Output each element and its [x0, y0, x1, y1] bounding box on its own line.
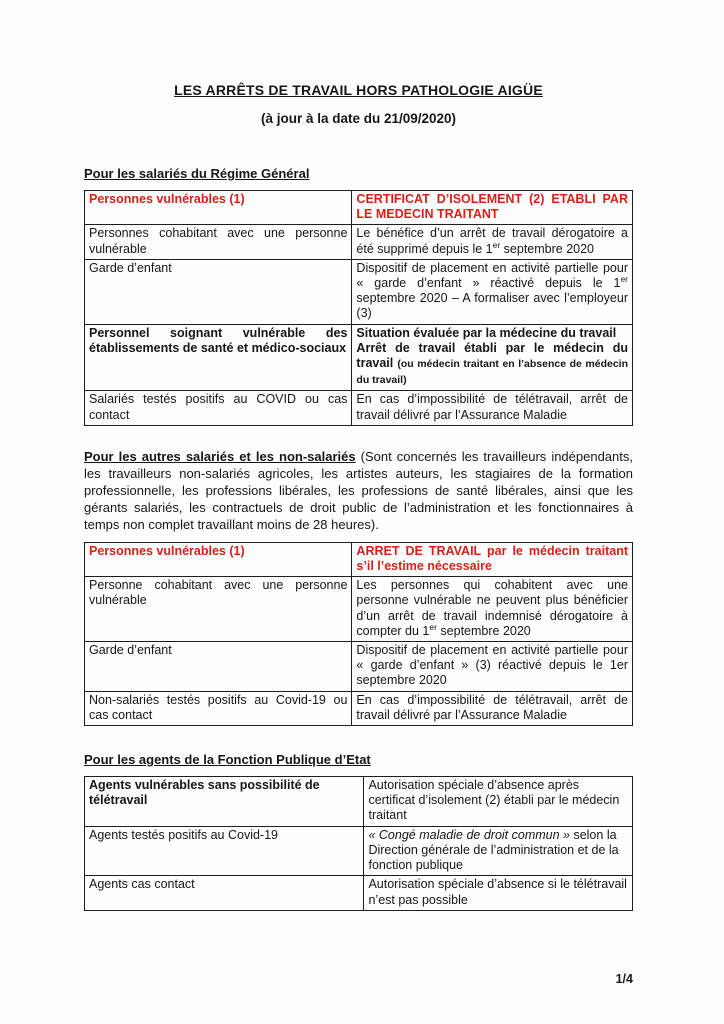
section-heading-regime-general: Pour les salariés du Régime Général: [84, 166, 310, 181]
row-value-cell: [364, 826, 633, 876]
ordinal-superscript: er: [429, 621, 437, 632]
header-cell-personnes-vulnerables: Personnes vulnérables (1): [85, 542, 352, 576]
cell-text: Le bénéfice d’un arrêt de travail dérogatoire a été supprimé depuis le 1: [356, 226, 628, 256]
table-header-row: [85, 542, 633, 576]
row-label-cell: Personnel soignant vulnérable des établissements de santé et médico-sociaux: [85, 324, 352, 391]
row-value-cell: Dispositif de placement en activité partielle pour « garde d’enfant » (3) réactivé depuis le 1er septembre 2020: [352, 642, 633, 692]
table-row: [85, 826, 633, 876]
table-row: [85, 391, 633, 425]
row-label-cell: Garde d’enfant: [85, 642, 352, 692]
row-value-cell: [352, 577, 633, 642]
table-header-row: [85, 191, 633, 225]
section-heading-autres-salaries: Pour les autres salariés et les non-salariés: [84, 448, 356, 464]
table-autres-salaries: [84, 542, 633, 726]
table-row: [85, 259, 633, 324]
header-cell-arret-travail: ARRET DE TRAVAIL par le médecin traitant s’il l’estime nécessaire: [352, 542, 633, 576]
cell-text: Les personnes qui cohabitent avec une personne vulnérable ne peuvent plus bénéficier d’un arrêt de travail indemnisé dérogatoire à compter du 1: [356, 578, 628, 638]
row-label-cell: Agents testés positifs au Covid-19: [85, 826, 364, 876]
cell-text: septembre 2020: [436, 623, 531, 638]
table-row: [85, 691, 633, 725]
row-label-cell: Agents cas contact: [85, 876, 364, 910]
table-row: [85, 777, 633, 827]
section-intro-text: (Sont concernés les travailleurs indépendants, les travailleurs non-salariés agricoles, les artistes auteurs, les stagiaires de la formation professionnelle, les professions libérales, les professions de santé libérales, ainsi que les gérants salariés, les contractuels de droit public de l’administration et les fonctionnaires à temps non complet travaillant moins de 28 heures).: [84, 448, 633, 532]
table-row: [85, 642, 633, 692]
cell-text-quote: « Congé maladie de droit commun »: [368, 827, 570, 842]
cell-text: selon la Direction générale de l’administration et de la fonction publique: [368, 827, 619, 873]
row-value-cell: [352, 225, 633, 259]
table-row: [85, 577, 633, 642]
row-label-cell: Salariés testés positifs au COVID ou cas contact: [85, 391, 352, 425]
page-subtitle: (à jour à la date du 21/09/2020): [260, 111, 457, 126]
row-label-cell: Personnes cohabitant avec une personne vulnérable: [85, 225, 352, 259]
cell-text: septembre 2020: [500, 241, 594, 256]
row-value-cell: Autorisation spéciale d’absence si le télétravail n’est pas possible: [364, 876, 633, 910]
row-value-cell: [352, 324, 633, 391]
cell-text-group: [356, 341, 628, 389]
row-value-cell: En cas d’impossibilité de télétravail, arrêt de travail délivré par l’Assurance Maladie: [352, 391, 633, 425]
row-value-cell: En cas d’impossibilité de télétravail, arrêt de travail délivré par l’Assurance Maladie: [352, 691, 633, 725]
ordinal-superscript: er: [492, 239, 501, 250]
page-number: 1/4: [615, 972, 633, 986]
table-row: [85, 324, 633, 391]
header-cell-certificat-isolement: CERTIFICAT D’ISOLEMENT (2) ETABLI PAR LE MEDECIN TRAITANT: [352, 191, 633, 225]
row-value-cell: [352, 259, 633, 324]
document-content: [84, 0, 633, 911]
page-title: LES ARRÊTS DE TRAVAIL HORS PATHOLOGIE AIGÜE: [174, 82, 543, 98]
table-fonction-publique: [84, 776, 633, 911]
ordinal-superscript: er: [620, 273, 628, 284]
row-value-cell: Autorisation spéciale d’absence après certificat d’isolement (2) établi par le médecin traitant: [364, 777, 633, 827]
section-autres-salaries-paragraph: [84, 448, 633, 533]
table-regime-general: [84, 190, 633, 426]
row-label-cell: Garde d’enfant: [85, 259, 352, 324]
table-row: [85, 225, 633, 259]
cell-text-small: (ou médecin traitant en l’absence de médecin du travail): [356, 358, 628, 387]
cell-text: Arrêt de travail établi par le médecin du travail: [356, 340, 628, 371]
row-label-cell: Personne cohabitant avec une personne vulnérable: [85, 577, 352, 642]
header-cell-personnes-vulnerables: Personnes vulnérables (1): [85, 191, 352, 225]
row-label-cell: Non-salariés testés positifs au Covid-19 ou cas contact: [85, 691, 352, 725]
section-heading-fonction-publique: Pour les agents de la Fonction Publique d’Etat: [84, 752, 371, 768]
table-row: [85, 876, 633, 910]
cell-text: Situation évaluée par la médecine du travail: [356, 325, 617, 340]
cell-text: septembre 2020 – A formaliser avec l’employeur (3): [356, 291, 628, 321]
cell-text: Dispositif de placement en activité partielle pour « garde d’enfant » réactivé depuis le 1: [356, 260, 628, 291]
row-label-cell: Agents vulnérables sans possibilité de télétravail: [85, 777, 364, 827]
